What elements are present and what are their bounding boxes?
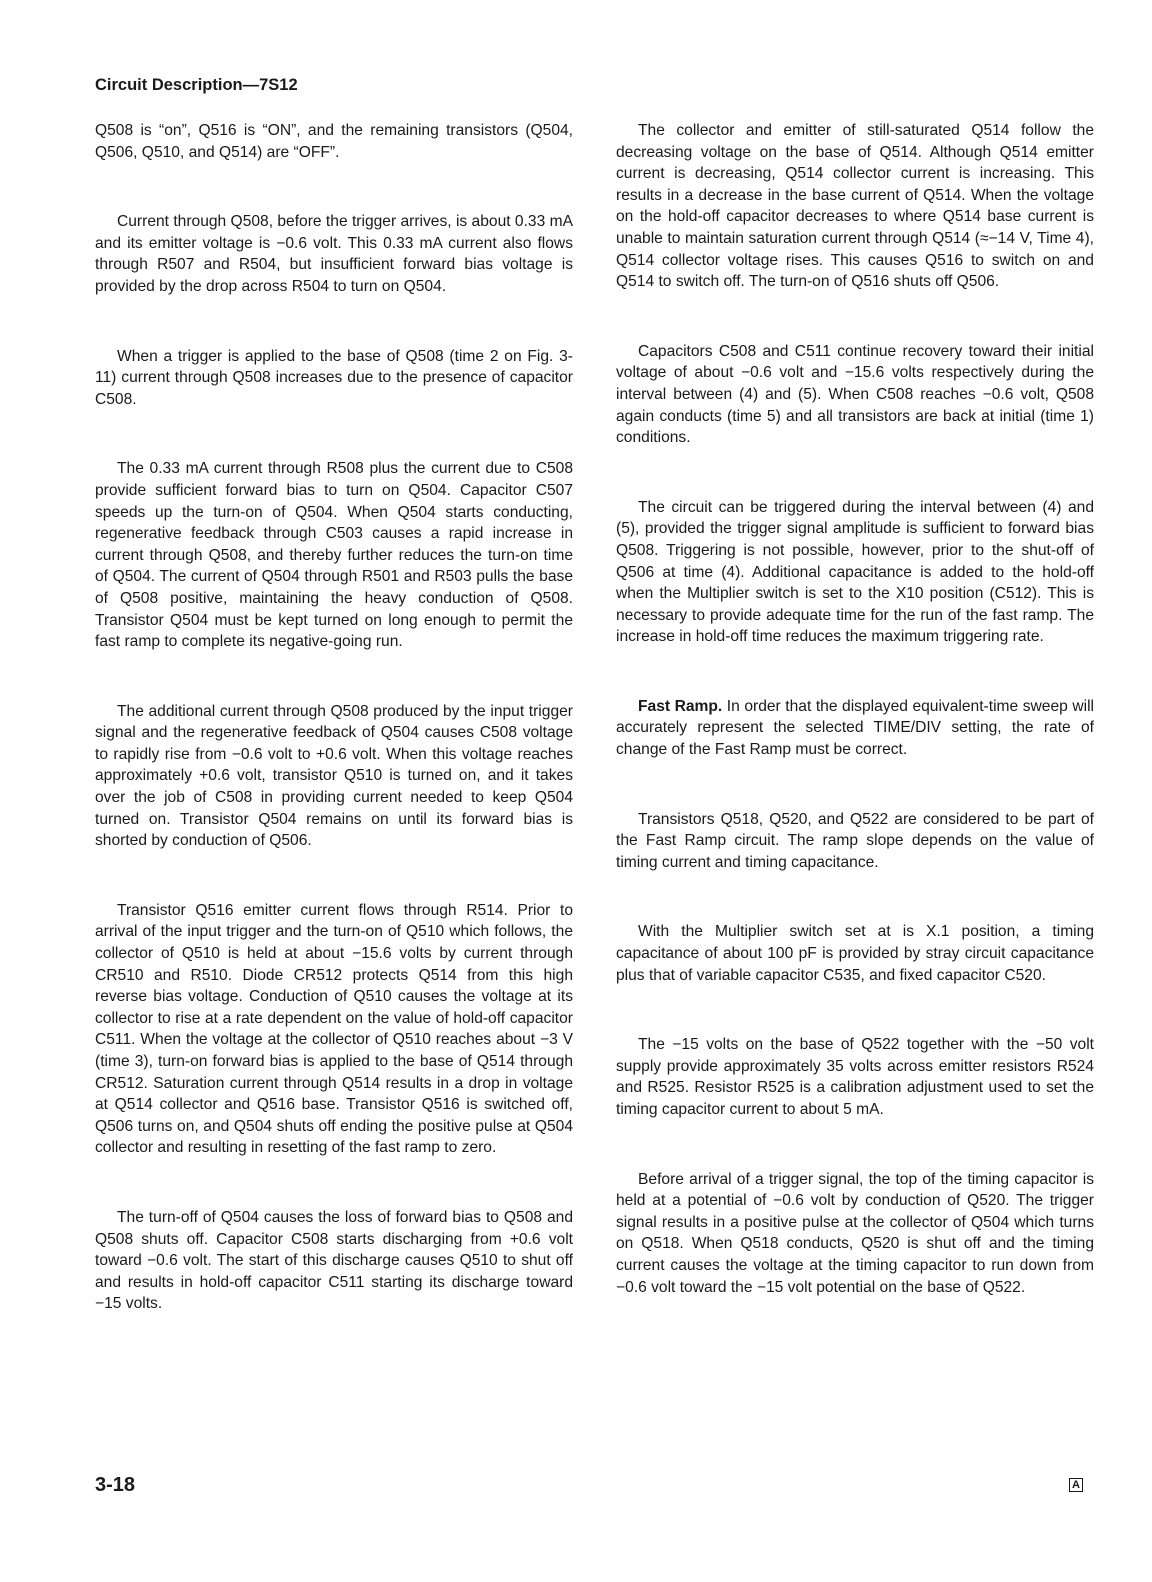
paragraph-fast-ramp-transistors: Transistors Q518, Q520, and Q522 are considered to be part of the Fast Ramp circuit. The ramp slope depends on the value of timing current and timing capacitance. (616, 810, 1094, 871)
paragraph-forward-bias: The 0.33 mA current through R508 plus the current due to C508 provide sufficient forward bias to turn on Q504. Capacitor C507 speeds up the turn-on of Q504. When Q504 starts conducting, regenerative feedback through C503 causes a rapid increase in current through Q508, and thereby further reduces the turn-on time of Q504. The current of Q504 through R501 and R503 pulls the base of Q508 positive, maintaining the heavy conduction of Q508. Transistor Q504 must be kept turned on long enough to permit the fast ramp to complete its negative-going run. (95, 460, 573, 651)
revision-box: A (1069, 1478, 1083, 1492)
paragraph-q516-emitter: Transistor Q516 emitter current flows through R514. Prior to arrival of the input trigger and the turn-on of Q510 which follows, the collector of Q510 is held at about −15.6 volts by current through CR510 and R510. Diode CR512 protects Q514 from this high reverse bias voltage. Conduction of Q510 causes the voltage at its collector to rise at a rate dependent on the value of hold-off capacitor C511. When the voltage at the collector of Q510 reaches about −3 V (time 3), turn-on forward bias is applied to the base of Q514 through CR512. Saturation current through Q514 results in a drop in voltage at Q514 collector and Q516 base. Transistor Q516 is switched off, Q506 turns on, and Q504 shuts off ending the positive pulse at Q504 collector and resulting in resetting of the fast ramp to zero. (95, 901, 573, 1157)
paragraph-still-saturated: The collector and emitter of still-saturated Q514 follow the decreasing voltage on the base of Q514. Although Q514 emitter current is decreasing, Q514 collector current is increasing. This results in a decrease in the base current of Q514. When the voltage on the hold-off capacitor decreases to where Q514 base current is unable to maintain saturation current through Q514 (≈−14 V, Time 4), Q514 collector voltage rises. This causes Q516 to switch on and Q514 to switch off. The turn-on of Q516 shuts off Q506. (616, 122, 1094, 291)
paragraph-trigger-interval: The circuit can be triggered during the interval between (4) and (5), provided the trigger signal amplitude is sufficient to forward bias Q508. Triggering is not possible, however, prior to the shut-off of Q506 at time (4). Additional capacitance is added to the hold-off when the Multiplier switch is set to the X10 position (C512). This is necessary to provide adequate time for the run of the fast ramp. The increase in hold-off time reduces the maximum triggering rate. (616, 498, 1094, 646)
paragraph-multiplier-x1: With the Multiplier switch set at is X.1 position, a timing capacitance of about 100 pF is provided by stray circuit capacitance plus that of variable capacitor C535, and fixed capacitor C520. (616, 923, 1094, 984)
page-header: Circuit Description—7S12 (95, 76, 298, 94)
paragraph-initial-state: Q508 is “on”, Q516 is “ON”, and the remaining transistors (Q504, Q506, Q510, and Q514) are “OFF”. (95, 122, 573, 161)
revision-mark (1069, 1478, 1083, 1492)
paragraph-trigger-applied: When a trigger is applied to the base of Q508 (time 2 on Fig. 3-11) current through Q508 increases due to the presence of capacitor C508. (95, 347, 573, 408)
paragraph-current-before-trigger: Current through Q508, before the trigger arrives, is about 0.33 mA and its emitter voltage is −0.6 volt. This 0.33 mA current also flows through R507 and R504, but insufficient forward bias voltage is provided by the drop across R504 to turn on Q504. (95, 213, 573, 295)
paragraph-fast-ramp (616, 696, 1094, 761)
paragraph-capacitor-recovery: Capacitors C508 and C511 continue recovery toward their initial voltage of about −0.6 volt and −15.6 volts respectively during the interval between (4) and (5). When C508 reaches −0.6 volt, Q508 again conducts (time 5) and all transistors are back at initial (time 1) conditions. (616, 342, 1094, 447)
page-number: 3-18 (95, 1474, 136, 1496)
right-column (616, 120, 1094, 1298)
paragraph-q504-turnoff: The turn-off of Q504 causes the loss of forward bias to Q508 and Q508 shuts off. Capacitor C508 starts discharging from +0.6 volt toward −0.6 volt. The start of this discharge causes Q510 to shut off and results in hold-off capacitor C511 starting its discharge toward −15 volts. (95, 1208, 573, 1313)
fast-ramp-body: In order that the displayed equivalent-time sweep will accurately represent the selected TIME/DIV setting, the rate of change of the Fast Ramp must be correct. (616, 697, 1094, 759)
paragraph-before-trigger: Before arrival of a trigger signal, the top of the timing capacitor is held at a potential of −0.6 volt by conduction of Q520. The trigger signal results in a positive pulse at the collector of Q504 which turns on Q518. When Q518 conducts, Q520 is shut off and the timing current causes the voltage at the timing capacitor to run down from −0.6 volt toward the −15 volt potential on the base of Q522. (616, 1170, 1094, 1296)
paragraph-additional-current: The additional current through Q508 produced by the input trigger signal and the regenerative feedback of Q504 causes C508 voltage to rapidly rise from −0.6 volt to +0.6 volt. When this voltage reaches approximately +0.6 volt, transistor Q510 is turned on, and it takes over the job of C508 in providing current needed to keep Q504 turned on. Transistor Q504 remains on until its forward bias is shorted by conduction of Q506. (95, 702, 573, 850)
left-column (95, 120, 573, 1315)
paragraph-emitter-resistors: The −15 volts on the base of Q522 together with the −50 volt supply provide approximately 35 volts across emitter resistors R524 and R525. Resistor R525 is a calibration adjustment used to set the timing capacitor current to about 5 mA. (616, 1036, 1094, 1118)
fast-ramp-heading: Fast Ramp. (638, 697, 723, 715)
